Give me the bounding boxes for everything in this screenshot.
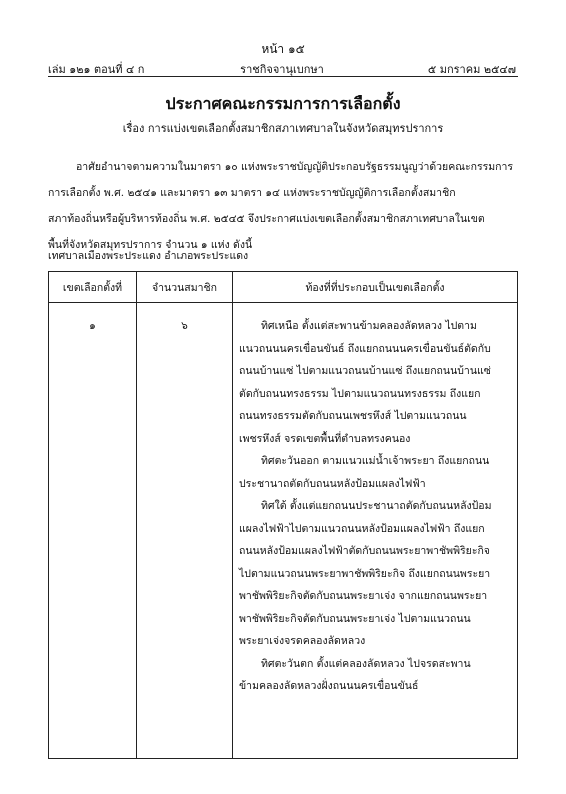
- col-header-zone: เขตเลือกตั้งที่: [49, 272, 137, 303]
- col-header-members: จำนวนสมาชิก: [137, 272, 233, 303]
- boundary-line: ถนนบ้านแซ่ ไปตามแนวถนนบ้านแซ่ ถึงแยกถนนบ้านแซ่: [239, 365, 491, 377]
- electoral-zone-table: [48, 271, 518, 759]
- boundary-line: ประชานาถตัดกับถนนหลังป้อมแผลงไฟฟ้า: [239, 477, 426, 490]
- boundary-line: ทิศใต้ ตั้งแต่แยกถนนประชานาถตัดกับถนนหลังป้อม: [261, 500, 492, 512]
- boundary-line: พาชัพพิริยะกิจตัดกับถนนพระยาเจ่ง จากแยกถนนพระยา: [239, 590, 488, 602]
- boundary-line: แนวถนนนครเขื่อนขันธ์ ถึงแยกถนนนครเขื่อนขันธ์ตัดกับ: [239, 342, 491, 355]
- header-divider: [48, 76, 518, 77]
- body-line: การเลือกตั้ง พ.ศ. ๒๕๔๑ และมาตรา ๑๓ มาตรา ๑๔ แห่งพระราชบัญญัติการเลือกตั้งสมาชิก: [48, 187, 456, 199]
- publication-name: ราชกิจจานุเบกษา: [240, 63, 324, 76]
- announcement-subject: เรื่อง การแบ่งเขตเลือกตั้งสมาชิกสภาเทศบาลในจังหวัดสมุทรปราการ: [122, 122, 444, 135]
- boundary-line: พาชัพพิริยะกิจตัดกับถนนพระยาเจ่ง ไปตามแนวถนน: [239, 612, 471, 625]
- boundary-line: ข้ามคลองลัดหลวงฝั่งถนนนครเขื่อนขันธ์: [239, 680, 419, 692]
- announcement-title: ประกาศคณะกรรมการการเลือกตั้ง: [165, 94, 401, 113]
- boundary-line: แผลงไฟฟ้าไปตามแนวถนนหลังป้อมแผลงไฟฟ้า ถึงแยก: [239, 522, 485, 535]
- municipality-label: เทศบาลเมืองพระประแดง อำเภอพระประแดง: [48, 250, 249, 262]
- table-header-row: [49, 272, 518, 303]
- zone-number: ๑: [49, 303, 137, 759]
- page-number: หน้า ๑๕: [261, 42, 305, 56]
- body-line: อาศัยอำนาจตามความในมาตรา ๑๐ แห่งพระราชบัญญัติประกอบรัฐธรรมนูญว่าด้วยคณะกรรมการ: [76, 161, 514, 173]
- boundary-line: ถนนหลังป้อมแผลงไฟฟ้าตัดกับถนนพระยาพาชัพพิริยะกิจ: [239, 545, 490, 557]
- announcement-body: [48, 154, 518, 258]
- boundary-line: ไปตามแนวถนนพระยาพาชัพพิริยะกิจ ถึงแยกถนนพระยา: [239, 567, 491, 580]
- issue-number: เล่ม ๑๒๑ ตอนที่ ๔ ก: [48, 63, 145, 76]
- body-line: สภาท้องถิ่นหรือผู้บริหารท้องถิ่น พ.ศ. ๒๕๔๕ จึงประกาศแบ่งเขตเลือกตั้งสมาชิกสภาเทศบาลในเขต: [48, 213, 485, 225]
- boundary-line: ทิศตะวันออก ตามแนวแม่น้ำเจ้าพระยา ถึงแยกถนน: [261, 455, 490, 467]
- table-row: [49, 303, 518, 759]
- body-line: พื้นที่จังหวัดสมุทรปราการ จำนวน ๑ แห่ง ดังนี้: [48, 239, 253, 251]
- publication-date: ๕ มกราคม ๒๕๔๗: [427, 63, 516, 76]
- boundary-line: ตัดกับถนนทรงธรรม ไปตามแนวถนนทรงธรรม ถึงแยก: [239, 387, 481, 400]
- boundary-line: ทิศเหนือ ตั้งแต่สะพานข้ามคลองลัดหลวง ไปตาม: [261, 320, 477, 332]
- member-count: ๖: [137, 303, 233, 759]
- boundary-line: ถนนทรงธรรมตัดกับถนนเพชรหึงส์ ไปตามแนวถนน: [239, 410, 467, 422]
- col-header-area: ท้องที่ที่ประกอบเป็นเขตเลือกตั้ง: [233, 272, 518, 303]
- boundary-line: เพชรหึงส์ จรดเขตพื้นที่ตำบลทรงคนอง: [239, 432, 411, 445]
- boundary-line: ทิศตะวันตก ตั้งแต่คลองลัดหลวง ไปจรดสะพาน: [261, 657, 471, 670]
- boundary-line: พระยาเจ่งจรดคลองลัดหลวง: [239, 635, 366, 647]
- zone-boundary-description: [233, 303, 518, 759]
